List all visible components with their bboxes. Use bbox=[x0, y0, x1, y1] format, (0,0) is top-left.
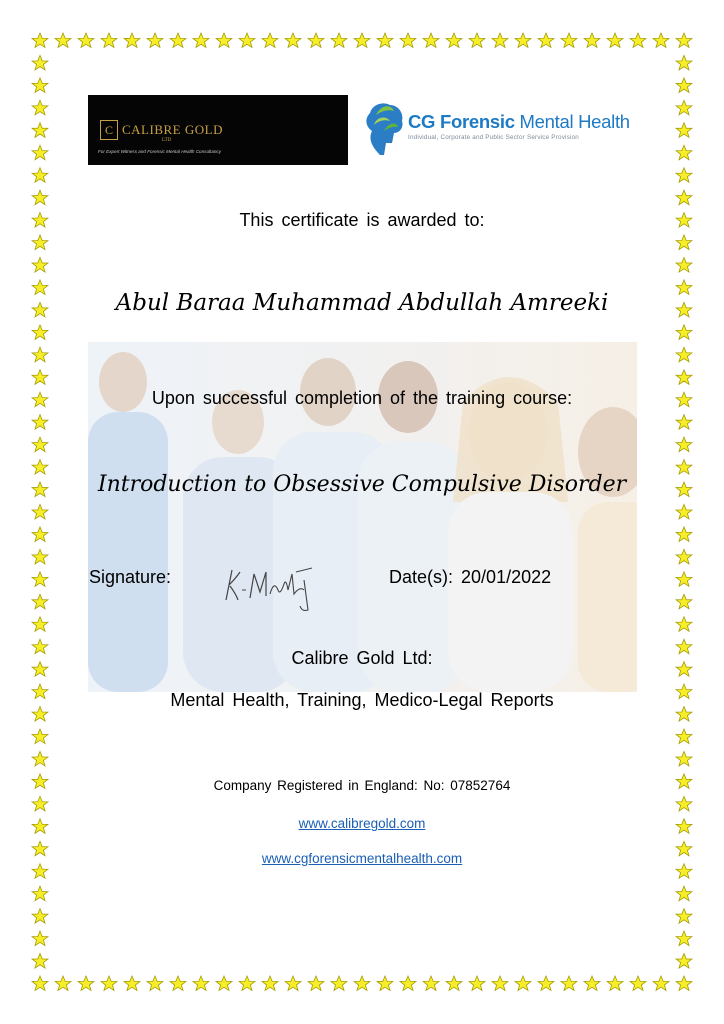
star-icon bbox=[630, 976, 646, 991]
star-icon bbox=[676, 325, 692, 340]
star-icon bbox=[676, 617, 692, 632]
calibre-gold-link-row bbox=[0, 815, 724, 833]
star-icon bbox=[32, 347, 48, 362]
star-icon bbox=[676, 168, 692, 183]
star-icon bbox=[538, 33, 554, 48]
star-icon bbox=[32, 729, 48, 744]
star-icon bbox=[170, 976, 186, 991]
star-icon bbox=[423, 33, 439, 48]
star-icon bbox=[32, 931, 48, 946]
cg-forensic-link-row bbox=[0, 850, 724, 868]
star-icon bbox=[676, 370, 692, 385]
star-icon bbox=[78, 33, 94, 48]
course-title: Introduction to Obsessive Compulsive Disorder bbox=[97, 472, 627, 497]
star-icon bbox=[32, 190, 48, 205]
cg-forensic-title: CG Forensic Mental Health bbox=[408, 111, 630, 132]
calibre-gold-tagline: For Expert Witness and Forensic Mental Health Consultancy bbox=[98, 149, 222, 154]
star-icon bbox=[262, 33, 278, 48]
star-icon bbox=[676, 123, 692, 138]
star-icon bbox=[32, 78, 48, 93]
star-icon bbox=[676, 909, 692, 924]
star-icon bbox=[193, 33, 209, 48]
calibre-gold-link[interactable]: www.calibregold.com bbox=[298, 816, 426, 831]
star-icon bbox=[32, 123, 48, 138]
star-icon bbox=[193, 976, 209, 991]
star-icon bbox=[561, 33, 577, 48]
star-icon bbox=[285, 33, 301, 48]
star-icon bbox=[32, 325, 48, 340]
star-icon bbox=[32, 909, 48, 924]
star-icon bbox=[55, 33, 71, 48]
star-icon bbox=[377, 33, 393, 48]
star-icon bbox=[32, 976, 48, 991]
star-icon bbox=[32, 33, 48, 48]
company-services: Mental Health, Training, Medico-Legal Reports bbox=[170, 690, 554, 710]
star-icon bbox=[308, 976, 324, 991]
star-icon bbox=[515, 976, 531, 991]
star-icon bbox=[32, 55, 48, 69]
star-icon bbox=[32, 572, 48, 587]
star-icon bbox=[607, 976, 623, 991]
star-icon bbox=[676, 886, 692, 901]
star-icon bbox=[101, 33, 117, 48]
recipient-name: Abul Baraa Muhammad Abdullah Amreeki bbox=[115, 290, 609, 316]
star-icon bbox=[32, 886, 48, 901]
star-icon bbox=[32, 258, 48, 273]
star-icon bbox=[676, 594, 692, 609]
cg-forensic-link[interactable]: www.cgforensicmentalhealth.com bbox=[261, 851, 463, 866]
star-icon bbox=[676, 437, 692, 452]
star-icon bbox=[676, 729, 692, 744]
star-icon bbox=[676, 931, 692, 946]
star-icon bbox=[676, 55, 692, 69]
star-icon bbox=[676, 415, 692, 430]
star-icon bbox=[446, 33, 462, 48]
star-icon bbox=[676, 235, 692, 250]
star-icon bbox=[676, 100, 692, 115]
star-icon bbox=[676, 78, 692, 93]
star-icon bbox=[561, 976, 577, 991]
star-icon bbox=[262, 976, 278, 991]
star-icon bbox=[607, 33, 623, 48]
star-icon bbox=[446, 976, 462, 991]
star-icon bbox=[32, 168, 48, 183]
star-icon bbox=[32, 594, 48, 609]
cg-forensic-logo bbox=[362, 95, 630, 157]
star-icon bbox=[32, 617, 48, 632]
calibre-gold-suffix: LTD bbox=[162, 138, 172, 143]
star-icon bbox=[676, 347, 692, 362]
star-icon bbox=[676, 145, 692, 160]
signature-label: Signature: bbox=[89, 567, 172, 587]
star-icon bbox=[331, 976, 347, 991]
star-icon bbox=[676, 572, 692, 587]
signature-image bbox=[216, 560, 316, 615]
star-icon bbox=[124, 976, 140, 991]
star-icon bbox=[32, 505, 48, 520]
star-icon bbox=[676, 33, 692, 48]
star-icon bbox=[32, 437, 48, 452]
company-name: Calibre Gold Ltd: bbox=[291, 648, 433, 668]
star-icon bbox=[584, 976, 600, 991]
star-icon bbox=[170, 33, 186, 48]
star-icon bbox=[32, 235, 48, 250]
date-value: 20/01/2022 bbox=[461, 567, 552, 587]
star-icon bbox=[515, 33, 531, 48]
star-icon bbox=[676, 190, 692, 205]
star-icon bbox=[216, 976, 232, 991]
star-icon bbox=[630, 33, 646, 48]
star-icon bbox=[32, 415, 48, 430]
star-icon bbox=[584, 33, 600, 48]
star-icon bbox=[676, 527, 692, 542]
star-icon bbox=[492, 976, 508, 991]
star-icon bbox=[239, 33, 255, 48]
star-icon bbox=[32, 145, 48, 160]
awarded-heading: This certificate is awarded to: bbox=[239, 210, 485, 230]
star-icon bbox=[377, 976, 393, 991]
completion-text: Upon successful completion of the training course: bbox=[151, 388, 573, 408]
star-icon bbox=[469, 976, 485, 991]
company-registration: Company Registered in England: No: 07852764 bbox=[213, 778, 511, 793]
date-line bbox=[389, 567, 551, 588]
star-icon bbox=[32, 549, 48, 564]
star-icon bbox=[469, 33, 485, 48]
star-icon bbox=[331, 33, 347, 48]
star-icon bbox=[308, 33, 324, 48]
star-icon bbox=[676, 505, 692, 520]
star-icon bbox=[55, 976, 71, 991]
head-leaves-icon bbox=[362, 97, 404, 157]
star-icon bbox=[653, 976, 669, 991]
star-icon bbox=[285, 976, 301, 991]
calibre-gold-mark-icon: C bbox=[100, 120, 118, 140]
star-icon bbox=[400, 33, 416, 48]
calibre-gold-logo bbox=[88, 95, 348, 165]
star-icon bbox=[423, 976, 439, 991]
star-icon bbox=[101, 976, 117, 991]
cg-forensic-subtitle: Individual, Corporate and Public Sector Service Provision bbox=[408, 134, 580, 141]
star-icon bbox=[32, 954, 48, 969]
star-icon bbox=[676, 796, 692, 811]
star-icon bbox=[147, 33, 163, 48]
star-icon bbox=[78, 976, 94, 991]
star-icon bbox=[676, 751, 692, 766]
calibre-gold-name: CALIBRE GOLD bbox=[122, 122, 223, 137]
star-icon bbox=[216, 33, 232, 48]
star-icon bbox=[492, 33, 508, 48]
star-icon bbox=[676, 258, 692, 273]
star-icon bbox=[538, 976, 554, 991]
star-icon bbox=[676, 549, 692, 564]
star-icon bbox=[124, 33, 140, 48]
star-icon bbox=[653, 33, 669, 48]
star-icon bbox=[147, 976, 163, 991]
date-label: Date(s): bbox=[389, 567, 454, 587]
star-icon bbox=[354, 33, 370, 48]
star-icon bbox=[400, 976, 416, 991]
star-icon bbox=[32, 796, 48, 811]
star-icon bbox=[32, 100, 48, 115]
star-icon bbox=[354, 976, 370, 991]
star-icon bbox=[32, 751, 48, 766]
star-icon bbox=[32, 527, 48, 542]
star-icon bbox=[32, 370, 48, 385]
star-icon bbox=[676, 954, 692, 969]
star-icon bbox=[239, 976, 255, 991]
star-icon bbox=[676, 976, 692, 991]
